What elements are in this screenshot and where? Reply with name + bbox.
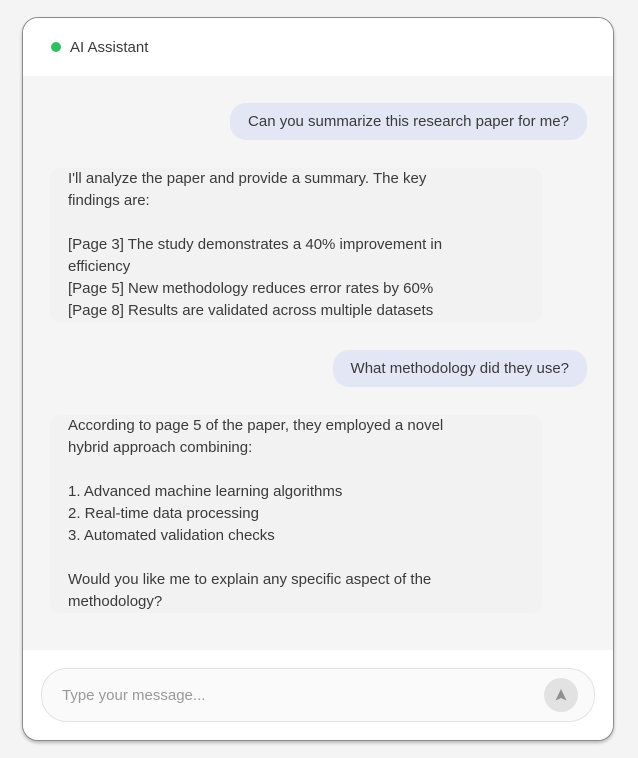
send-arrow-icon (554, 688, 568, 702)
user-message: What methodology did they use? (333, 350, 587, 387)
send-button[interactable] (544, 678, 578, 712)
chat-title: AI Assistant (70, 38, 149, 56)
chat-header (23, 18, 613, 76)
assistant-message: I'll analyze the paper and provide a summary. The key findings are: [Page 3] The study demonstrates a 40% improvement in efficiency [Page 5] New methodology reduces error rates by 60% [Page 8] Results are validated across multiple datasets (50, 168, 542, 322)
assistant-message: According to page 5 of the paper, they employed a novel hybrid approach combining: 1. Advanced machine learning algorithms 2. Real-time data processing 3. Automated validation checks Would you like me to explain any specific aspect of the methodology? (50, 415, 542, 613)
chat-window (22, 17, 614, 741)
message-input-wrapper (41, 668, 595, 722)
message-list[interactable] (23, 76, 613, 650)
user-message: Can you summarize this research paper for me? (230, 103, 587, 140)
composer (23, 650, 613, 740)
status-dot-icon (51, 42, 61, 52)
message-input[interactable] (60, 669, 534, 721)
